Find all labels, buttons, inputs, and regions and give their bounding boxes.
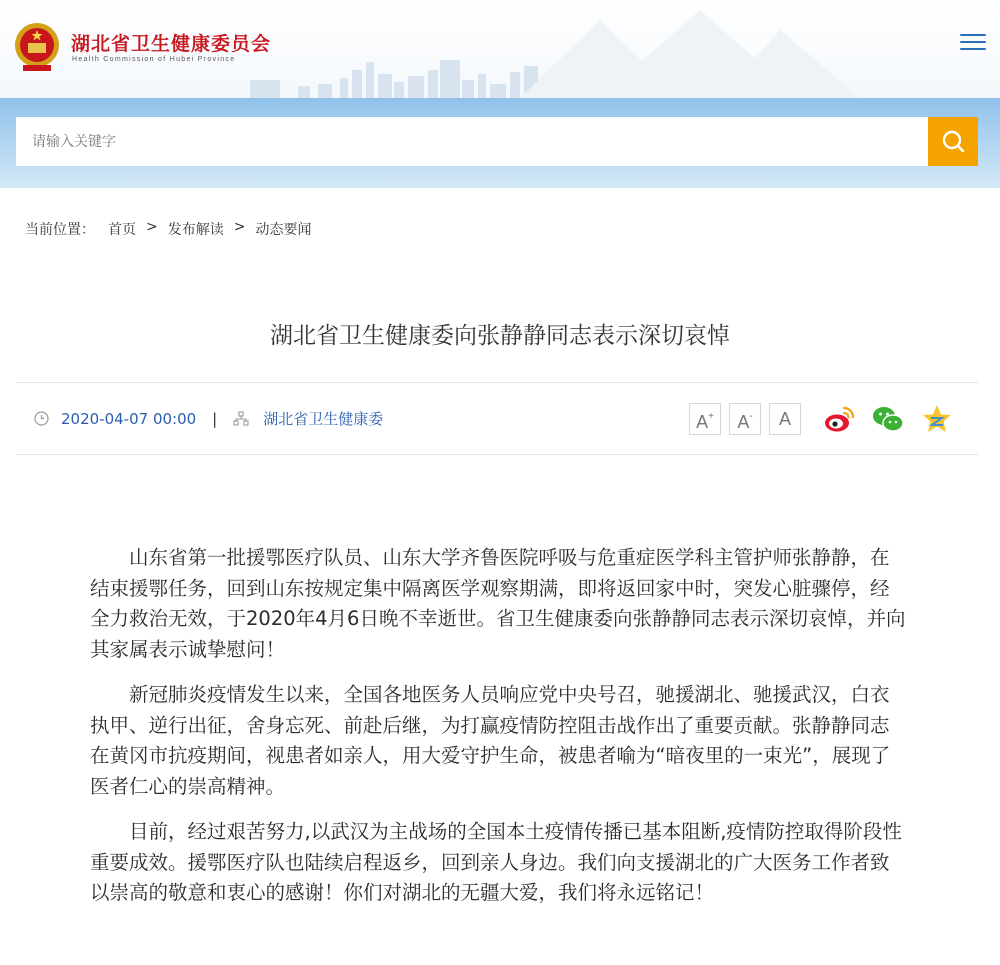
- search-band: [0, 98, 1000, 188]
- breadcrumb-release[interactable]: 发布解读: [167, 222, 224, 238]
- meta-separator: |: [212, 409, 218, 428]
- weibo-icon[interactable]: [822, 402, 856, 436]
- font-default-button[interactable]: [769, 403, 801, 435]
- divider: [16, 382, 978, 383]
- hamburger-menu-icon[interactable]: [960, 34, 986, 54]
- article-paragraph: 新冠肺炎疫情发生以来，全国各地医务人员响应党中央号召，驰援湖北、驰援武汉，白衣执甲、逆行出征，舍身忘死、前赴后继，为打赢疫情防控阻击战作出了重要贡献。张静静同志在黄冈市抗疫期间，视患者如亲人，用大爱守护生命，被患者喻为“暗夜里的一束光”，展现了医者仁心的崇高精神。: [90, 683, 891, 798]
- breadcrumb-separator: >: [146, 219, 158, 235]
- font-decrease-suffix: -: [749, 411, 753, 422]
- article-paragraph: 山东省第一批援鄂医疗队员、山东大学齐鲁医院呼吸与危重症医学科主管护师张静静，在结束援鄂任务，回到山东按规定集中隔离医学观察期满，即将返回家中时，突发心脏骤停，经全力救治无效，于2020年4月6日晚不幸逝世。省卫生健康委向张静静同志表示深切哀悼，并向其家属表示诚挚慰问！: [90, 546, 906, 661]
- font-increase-label: A: [696, 412, 709, 432]
- site-title[interactable]: 湖北省卫生健康委员会: [71, 33, 272, 55]
- search-input[interactable]: [16, 117, 928, 166]
- search-button[interactable]: [928, 117, 978, 166]
- article-body: [90, 543, 908, 924]
- search-icon: [928, 117, 978, 166]
- wechat-icon[interactable]: [871, 402, 905, 436]
- breadcrumb-home[interactable]: 首页: [108, 222, 136, 238]
- national-emblem-logo: [13, 21, 61, 73]
- font-decrease-label: A: [737, 412, 750, 432]
- article-source[interactable]: 湖北省卫生健康委: [263, 410, 384, 428]
- font-increase-suffix: +: [708, 411, 714, 422]
- breadcrumb-label: 当前位置：: [25, 222, 95, 238]
- breadcrumb-separator: >: [233, 219, 246, 235]
- breadcrumb: [25, 219, 311, 239]
- article-meta: [34, 408, 383, 429]
- font-decrease-button[interactable]: [729, 403, 761, 435]
- org-icon: [233, 411, 249, 427]
- clock-icon: [34, 411, 49, 426]
- article-title: 湖北省卫生健康委向张静静同志表示深切哀悼: [270, 323, 730, 349]
- font-increase-button[interactable]: [689, 403, 721, 435]
- site-header: [0, 0, 1000, 98]
- site-subtitle: Health Commission of Hubei Province: [72, 56, 236, 63]
- breadcrumb-news[interactable]: 动态要闻: [255, 222, 312, 238]
- qzone-icon[interactable]: [920, 402, 954, 436]
- font-default-label: A: [778, 409, 791, 429]
- publish-date: 2020-04-07 00:00: [61, 409, 197, 428]
- divider: [16, 454, 978, 455]
- article-paragraph: 目前，经过艰苦努力,以武汉为主战场的全国本土疫情传播已基本阻断,疫情防控取得阶段性重要成效。援鄂医疗队也陆续启程返乡，回到亲人身边。我们向支援湖北的广大医务工作者致以崇高的敬意和衷心的感谢！你们对湖北的无疆大爱，我们将永远铭记！: [90, 820, 902, 904]
